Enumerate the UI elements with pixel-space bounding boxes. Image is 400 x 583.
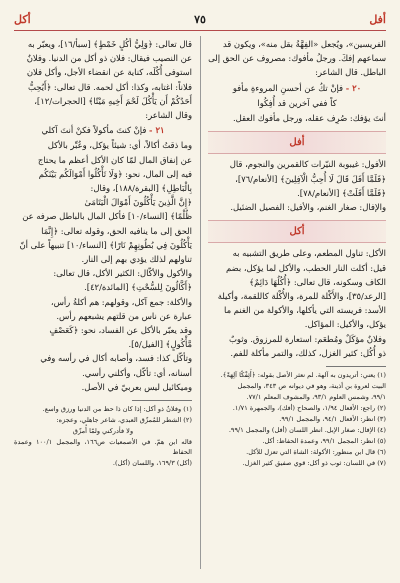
text-line: قال تعالى: ﴿وَلِيُّ أُكُلٍ خَمْطٍ﴾ [سبأ/١٦]، ويعبّر به xyxy=(27,39,192,49)
poetry-verse xyxy=(14,124,192,137)
text-line: فلاناً: اغتابه، وكذا: أكل لحمه. قال تعالى: ﴿أَيُحِبُّ xyxy=(28,81,192,92)
footnote: (٣) انظر: الأفعال ٩٤/١، والمجمل ٩٩/١. xyxy=(279,415,386,424)
text-line: وقد يعبّر بالأكل عن الفساد، نحو: ﴿كَعَصْفٍ xyxy=(49,325,192,336)
text-line: الأسد: فريسته التي يأكلها، والأكولة من الغنم ما xyxy=(224,305,386,316)
entry-heading-akal: أكل xyxy=(208,220,386,243)
footnote: (٧) في اللسان: ثوب ذو أكل: قوي صفيق كثير الغزل. xyxy=(242,459,386,468)
page-number: ٧٥ xyxy=(194,12,206,26)
footnote: (٤) الإفال: صغار الإبل. انظر اللسان (أفل) والمجمل ٩٩/١. xyxy=(228,426,386,435)
text-line: أَحَدُكُمْ أَن يَأْكُلَ لَحْمَ أَخِيهِ مَيْتًا﴾ [الحجرات/١٢]، xyxy=(34,95,192,106)
text-line: وفلانٌ مؤكَلٌ ومُطعَم: استعارة للمرزوق. وثوبٌ xyxy=(228,333,386,344)
text-line: الأكل: تناول المطعم، وعلى طريق التشبيه به xyxy=(232,248,386,259)
text-line: قيل: أكلت النار الحطب، والأكل لما يؤكل، بضم xyxy=(225,262,386,273)
text-line: يؤكل، والأكيل: المؤاكل. xyxy=(304,319,386,330)
footnote: (٥) انظر: المجمل ٩٩/١، وعمدة الحفاظ: أكل. xyxy=(262,437,386,446)
text-line: ظُلْمًا﴾ [النساء/١٠] فأكل المال بالباطل صرفه عن xyxy=(22,211,192,222)
verse-hemistich: فإنْ كنتَ مأكولاً فكنْ أنتَ آكلي xyxy=(41,125,147,136)
text-line: يَأْكُلُونَ فِي بُطُونِهِمْ نَارًا﴾ [النساء/١٠] تنبيهاً على أنّ xyxy=(19,239,192,250)
text-line: فيه إلى المال، نحو: ﴿وَلَا تَأْكُلُوا أَمْوَالَكُم بَيْنَكُم xyxy=(38,168,192,179)
verse-hemistich: فإنْ تكُ عن أحسنِ المروءةِ مأفو xyxy=(232,82,344,93)
footnote-rule xyxy=(132,400,192,401)
left-column xyxy=(14,38,192,569)
text-line: سماعهم إفكَ. ورجلُ مأفوك: مصروف عن الحق إلى xyxy=(208,53,386,64)
text-line: وميكائيل ليس بعربيّ في الأصل. xyxy=(81,381,192,392)
text-line: الفريسين»، ويُجعل «الفِهَّةُ بقل منه»، ويكون قد xyxy=(222,39,386,49)
text-line: ﴿فَلَمَّا أَفَلَتْ﴾ [الأنعام/٧٨]. xyxy=(297,187,386,198)
poetry-verse-second xyxy=(208,97,386,110)
text-line: ﴿فَلَمَّا أَفَلَ قَالَ لَا أُحِبُّ الْآفِلِينَ﴾ [الأنعام/٧٦]، xyxy=(235,173,386,184)
footnote: ٩٩/١، وشمس العلوم ٩٣/١، والمشوف المعلم ٧٧/١. xyxy=(246,393,386,402)
text-line: استوفى أُكُلَه، كناية عن انقضاء الأجل، وأكل فلان xyxy=(26,67,192,78)
footnote: (١) وفلانٌ ذو أكل: إذا كان ذا حظ من الدنيا ورزق واسع. xyxy=(42,405,192,414)
text-line: وما ذقتُ أكالاً، أي: شيئاً يؤكل، وعُبِّر بالأكل xyxy=(47,140,192,151)
footnote: (١) يعني: أتريدون به آلهة. لم نعثر الأصل بقوله: ﴿أَئِفْكًا آلِهَةً﴾. xyxy=(220,371,386,380)
text-line: بِالْبَاطِلِ﴾ [البقرة/١٨٨]، وقال: xyxy=(90,183,192,194)
text-line: الكاف وسكونه، قال تعالى: ﴿أُكُلُهَا دَائِمٌ﴾ xyxy=(249,276,386,287)
text-line: والأكول والأكّال: الكثير الأكل، قال تعالى: xyxy=(53,268,192,279)
text-line: ﴿إِنَّ الَّذِينَ يَأْكُلُونَ أَمْوَالَ الْيَتَامَىٰ xyxy=(84,197,192,208)
text-line: عبارة عن ناس من قلتهم يشبعهم رأس. xyxy=(56,310,192,321)
text-line: عن إنفاق المال لمّا كان الأكل أعظم ما يحتاج xyxy=(37,154,192,165)
running-head-right: أفل xyxy=(369,12,386,26)
text-line: الباطل. قال الشاعر: xyxy=(315,67,386,78)
footnote: (٢) راجع: الأفعال ١/٩٤، والصحاح (أفك)، والجمهرة ١/٧١. xyxy=(232,404,386,413)
right-column xyxy=(208,38,386,569)
verse-number: ٢٠ - xyxy=(345,82,362,93)
header-rule xyxy=(14,30,386,31)
footnote: (٢) الشطر للمُمزّق العبدي، شاعر جاهلي، وعجزه: xyxy=(56,416,192,425)
footnotes xyxy=(14,404,192,468)
text-line: [الرعد/٣٥]، والأَكْلة للمرة، والأُكْلة كاللقمة، وأكيلة xyxy=(217,291,386,302)
footnote: البيت لعروة بن أذينة، وهو في ديوانه ص ٣٤٣، والمجمل xyxy=(237,382,386,391)
text-line: الحق إلى ما ينافيه الحق، وقوله تعالى: ﴿إِنَّمَا xyxy=(41,225,192,236)
text-line: أسنانه، أي: تأكّل، وأكلني رأسي. xyxy=(82,367,192,378)
text-line: عن النصيب فيقال: فلان ذو أكل من الدنيا. وفلانٌ xyxy=(26,53,192,64)
footnote-verse: ولا فأدركني ولمّا أُمزّق xyxy=(72,427,134,436)
text-line: وتأكّل كذا: فسد، وأصابه أكال في رأسه وفي xyxy=(40,353,192,364)
poetry-verse xyxy=(208,82,386,95)
running-head-left: أكل xyxy=(14,12,31,26)
text-line: تناولهم لذلك يؤدي بهم إلى النار. xyxy=(81,254,192,265)
text-line: الأفول: غيبوبة النيّرات كالقمرين والنجوم، قال xyxy=(229,159,386,170)
text-line: ذو أُكُل: كثير الغزل، كذلك، والتمر مأكلة للفم. xyxy=(230,347,386,358)
column-divider xyxy=(200,36,201,569)
verse-hemistich: كاً ففي آخرين قد أُفِكُوا xyxy=(257,97,337,108)
page-header xyxy=(14,8,386,30)
text-line: والإفال: صغار الغنم، والأفيل: الفصيل الضئيل. xyxy=(230,202,386,213)
text-line: والأكلة: جمع آكل، وقولهم: هم أكلةُ رأس، xyxy=(50,296,192,307)
text-line: وقال الشاعر: xyxy=(145,110,192,121)
text-line: ﴿أَكَّالُونَ لِلسُّحْتِ﴾ [المائدة/٤٢]. xyxy=(84,282,192,293)
verse-number: ٢١ - xyxy=(149,125,165,136)
footnote: (٦) قال ابن منظور: الأكولة: الشاة التي تعزل للأكل. xyxy=(246,448,386,457)
text-line: أنتَ يؤفك: صُرِف عقله، ورجل مأفوك العقل. xyxy=(232,113,386,124)
footnote: قاله ابن همّ. في الأصمعيات ص١٦٦، والمجمل ١٠٠/١ وعمدة الحفاظ xyxy=(14,438,192,457)
entry-heading-afal: أفل xyxy=(208,131,386,154)
footnotes xyxy=(208,370,386,468)
footnote: (أكل) ١٦٩/٣، واللسان (أكل). xyxy=(112,459,192,468)
text-line: مَّأْكُولٍ﴾ [الفيل/٥]. xyxy=(128,339,192,350)
footnote-rule xyxy=(326,366,386,367)
